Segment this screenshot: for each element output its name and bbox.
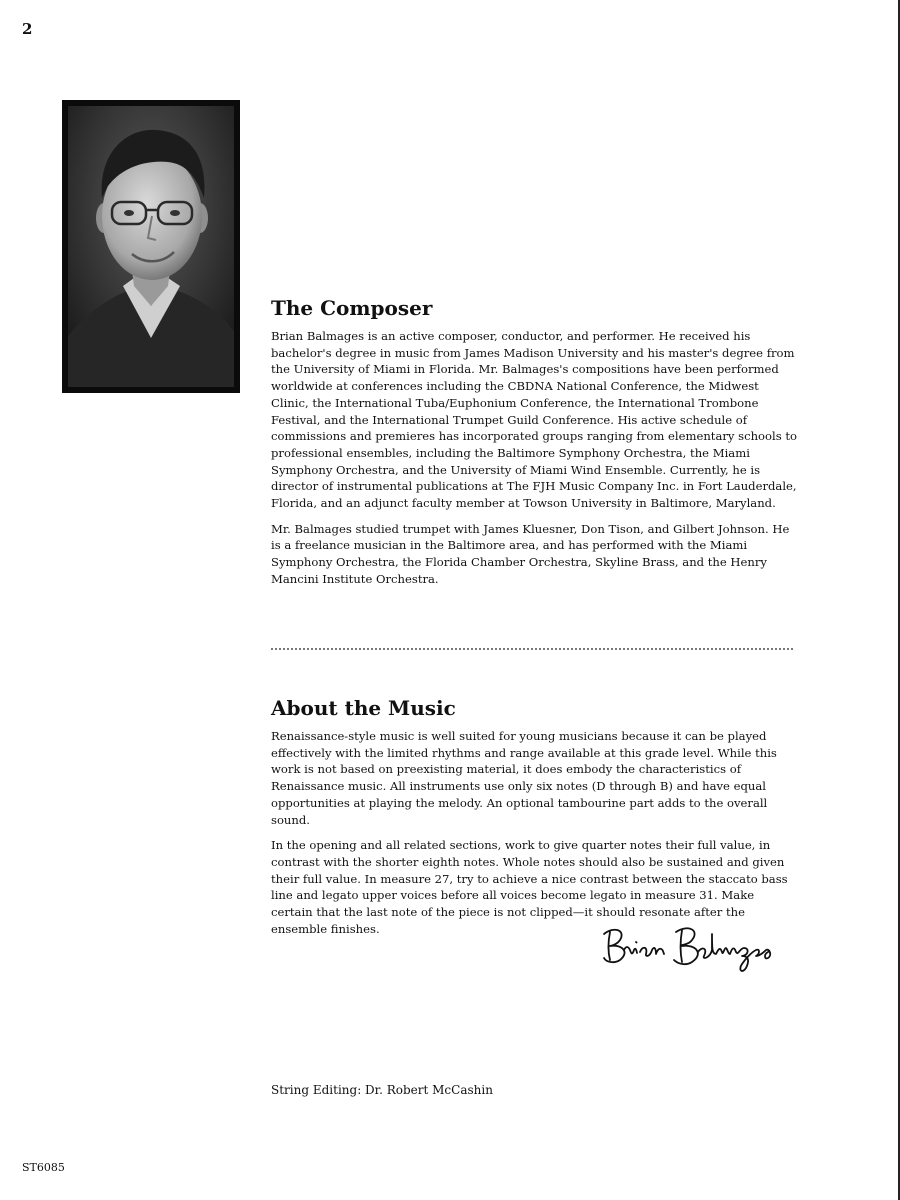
composer-paragraph-2: Mr. Balmages studied trumpet with James Kluesner, Don Tison, and Gilbert Johnson. He is a freelance musician in the Baltimore area, and has performed with the Miami Symphony Orchestra, the Florida Chamber Orchestra, Skyline Brass, and the Henry Mancini Institute Orchestra. [271, 521, 790, 586]
page-number: 2 [22, 20, 33, 38]
composer-section [271, 296, 799, 597]
catalog-number: ST6085 [22, 1161, 65, 1174]
portrait-image [68, 106, 234, 387]
composer-signature [600, 920, 795, 980]
composer-heading: The Composer [271, 296, 433, 320]
music-paragraph-2: In the opening and all related sections, work to give quarter notes their full value, in contrast with the shorter eighth notes. Whole notes should also be sustained and given their full value. In measure 27, try to achieve a nice contrast between the staccato bass line and legato upper voices before all voices become legato in measure 31. Make certain that the last note of the piece is not clipped—it should resonate after the ensemble finishes. [271, 838, 788, 936]
string-editing-credit: String Editing: Dr. Robert McCashin [271, 1083, 493, 1097]
composer-portrait [62, 100, 240, 393]
composer-paragraph-1: Brian Balmages is an active composer, conductor, and performer. He received his bachelor's degree in music from James Madison University and his master's degree from the University of Miami in Florida. Mr. Balmages's compositions have been performed worldwide at conferences including the CBDNA National Conference, the Midwest Clinic, the International Tuba/Euphonium Conference, the International Trombone Festival, and the International Trumpet Guild Conference. His active schedule of commissions and premieres has incorporated groups ranging from elementary schools to professional ensembles, including the Baltimore Symphony Orchestra, the Miami Symphony Orchestra, and the University of Miami Wind Ensemble. Currently, he is director of instrumental publications at The FJH Music Company Inc. in Fort Lauderdale, Florida, and an adjunct faculty member at Towson University in Baltimore, Maryland. [271, 329, 797, 511]
music-heading: About the Music [271, 696, 456, 720]
section-divider [271, 648, 793, 650]
signature-image [600, 920, 795, 980]
music-section [271, 696, 799, 946]
music-paragraph-1: Renaissance-style music is well suited for young musicians because it can be played effectively with the limited rhythms and range available at this grade level. While this work is not based on preexisting material, it does embody the characteristics of Renaissance music. All instruments use only six notes (D through B) and have equal opportunities at playing the melody. An optional tambourine part adds to the overall sound. [271, 729, 777, 827]
